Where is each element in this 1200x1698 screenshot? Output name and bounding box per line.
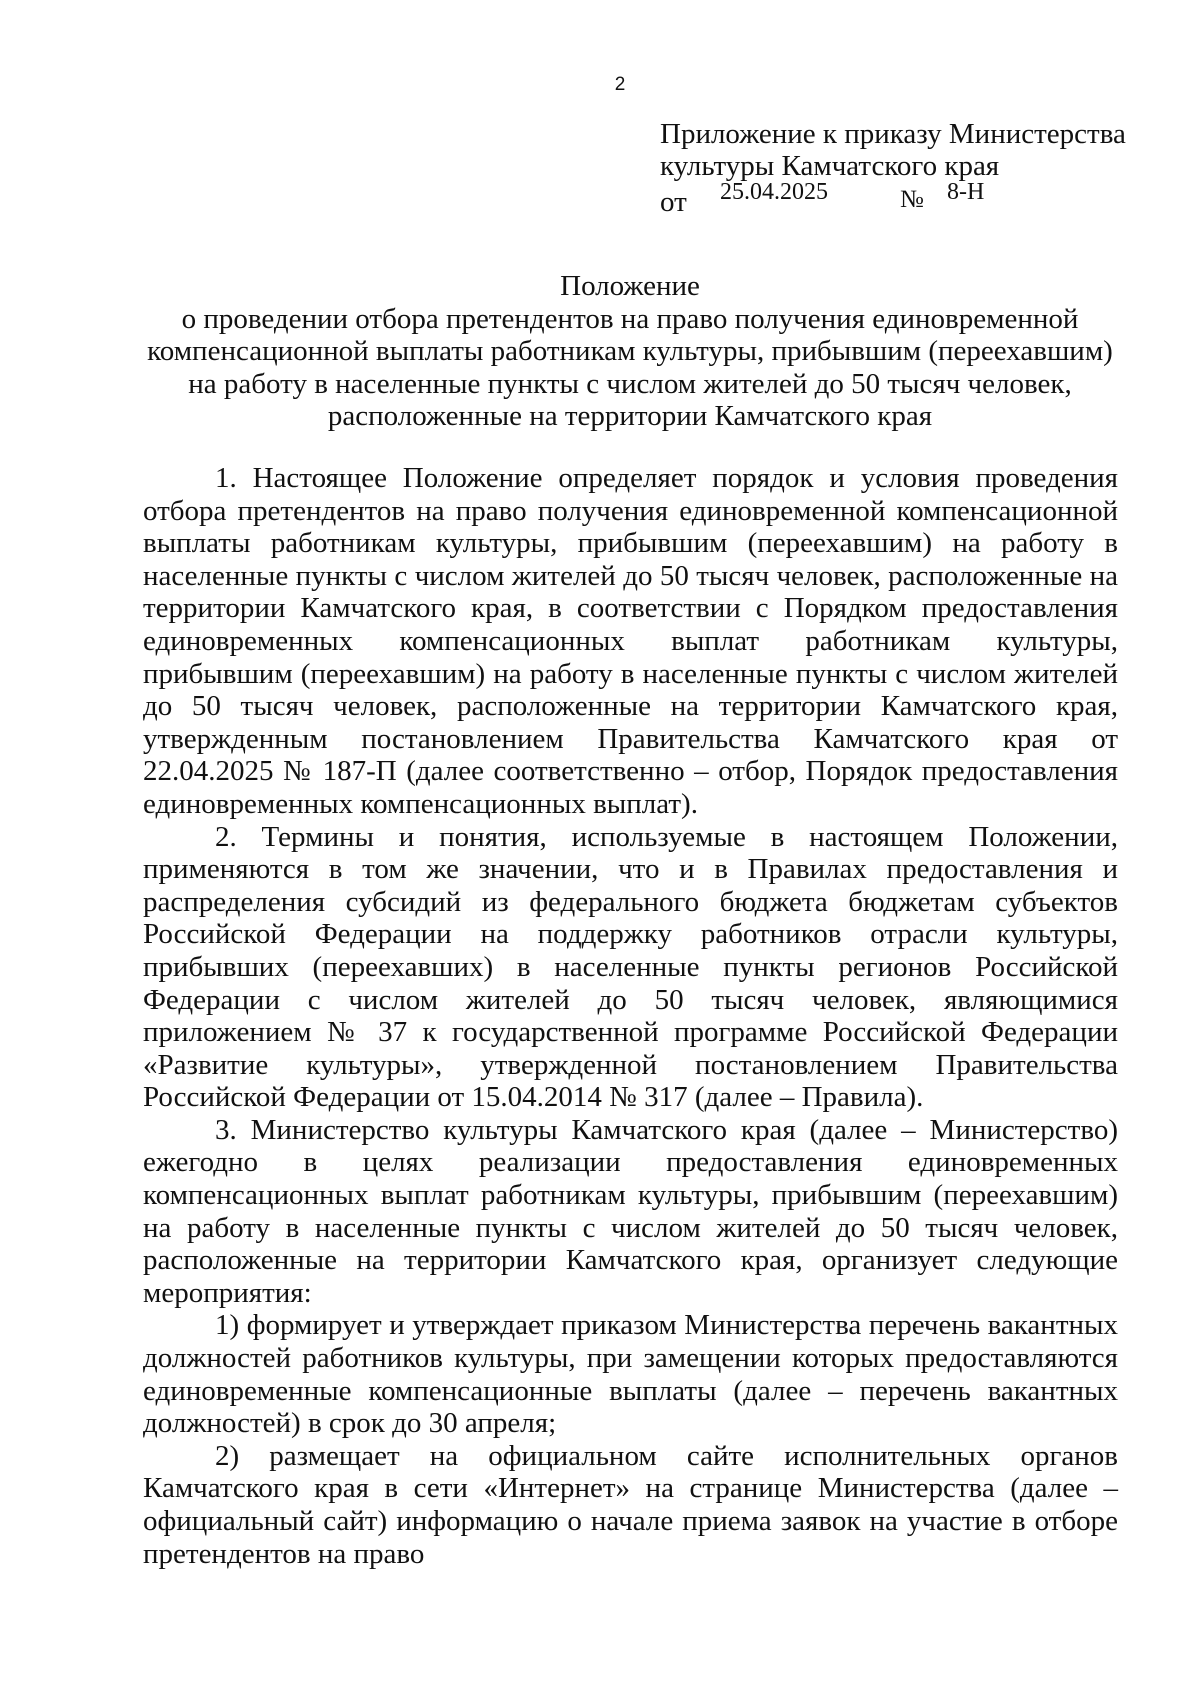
date-prefix: от (660, 186, 687, 218)
number-prefix: № (900, 186, 924, 213)
title-line: расположенные на территории Камчатского края (327, 400, 933, 432)
document-title (140, 270, 1120, 433)
paragraph-2: 2. Термины и понятия, используемые в настоящем Положении, применяются в том же значении, что и в Правилах предоставления и распределения субсидий из федерального бюджета бюджетам субъектов Российской Федерации на поддержку работников отрасли культуры, прибывших (переехавших) в населенные пункты регионов Российской Федерации с числом жителей до 50 тысяч человек, являющимися приложением № 37 к государственной программе Российской Федерации «Развитие культуры», утвержденной постановлением Правительства Российской Федерации от 15.04.2014 № 317 (далее – Правила). (143, 820, 1118, 1114)
title-line: на работу в населенные пункты с числом жителей до 50 тысяч человек, (188, 367, 1072, 400)
title-line: о проведении отбора претендентов на право получения единовременной (181, 302, 1079, 335)
order-meta (660, 179, 1130, 218)
paragraph-3-item-2: 2) размещает на официальном сайте исполнительных органов Камчатского края в сети «Интернет» на странице Министерства (далее – официальный сайт) информацию о начале приема заявок на участие в отборе претендентов на право (143, 1439, 1118, 1570)
paragraph-1: 1. Настоящее Положение определяет порядок и условия проведения отбора претендентов на право получения единовременной компенсационной выплаты работникам культуры, прибывшим (переехавшим) на работу в населенные пункты с числом жителей до 50 тысяч человек, расположенные на территории Камчатского края, в соответствии с Порядком предоставления единовременных компенсационных выплат работникам культуры, прибывшим (переехавшим) на работу в населенные пункты с числом жителей до 50 тысяч человек, расположенные на территории Камчатского края, утвержденным постановлением Правительства Камчатского края от 22.04.2025 № 187-П (далее соответственно – отбор, Порядок предоставления единовременных компенсационных выплат). (143, 462, 1118, 820)
page-number: 2 (614, 74, 626, 95)
title-heading: Положение (560, 270, 700, 302)
appendix-line-1: Приложение к приказу Министерства (660, 118, 1126, 150)
paragraph-3: 3. Министерство культуры Камчатского края (далее – Министерство) ежегодно в целях реализации предоставления единовременных компенсационных выплат работникам культуры, прибывшим (переехавшим) на работу в населенные пункты с числом жителей до 50 тысяч человек, расположенные на территории Камчатского края, организует следующие мероприятия: (143, 1113, 1118, 1309)
title-line: компенсационной выплаты работникам культуры, прибывшим (переехавшим) (147, 335, 1113, 367)
order-number: 8-Н (947, 179, 985, 205)
order-date: 25.04.2025 (720, 179, 828, 205)
appendix-line-2: культуры Камчатского края (660, 150, 1000, 182)
document-body (143, 462, 1118, 1570)
paragraph-3-item-1: 1) формирует и утверждает приказом Министерства перечень вакантных должностей работников культуры, при замещении которых предоставляются единовременные компенсационные выплаты (далее – перечень вакантных должностей) в срок до 30 апреля; (143, 1309, 1118, 1440)
appendix-header (660, 118, 1130, 218)
